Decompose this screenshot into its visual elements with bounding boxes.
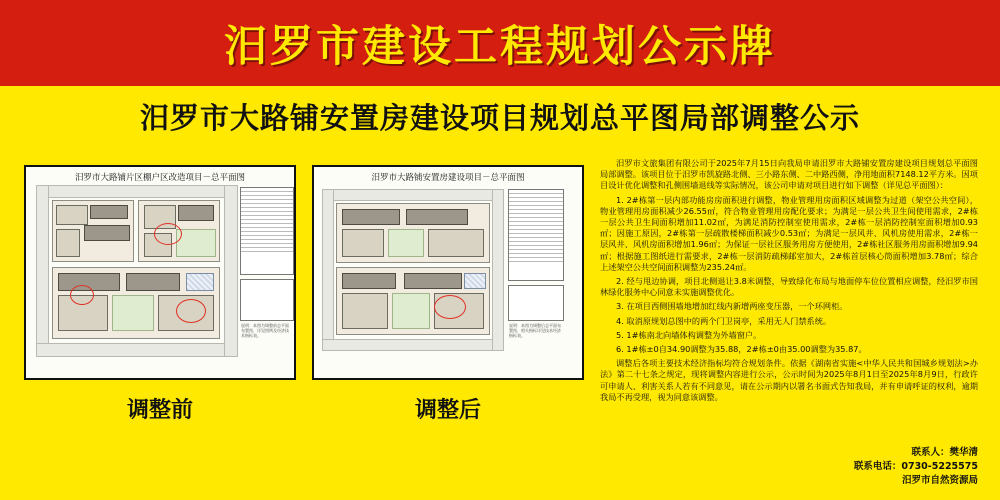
notice-paragraph: 汨罗市文旅集团有限公司于2025年7月15日向我局申请汨罗市大路铺安置房建设项目规划总平面图局部调整。该项目位于汨罗市凯旋路北侧、三小路东侧、二中路西侧，净用地面积7148.12平方米。因项目设计优化调整和孔侧围墙退线等实际情况，该公司申请对项目进行如下调整（详见总平面图）： — [600, 158, 978, 191]
notice-paragraph: 5. 1#栋南北向墙体构调整为外墙窗户。 — [616, 329, 762, 340]
highlight-circle — [176, 299, 206, 323]
highlight-circle — [70, 285, 94, 305]
figure-before-inner-title: 汨罗市大路铺片区棚户区改造项目－总平面图 — [74, 173, 245, 183]
figure-after-caption: 调整后 — [414, 398, 481, 423]
highlight-circle — [154, 223, 182, 245]
notice-paragraph: 2. 经与甩边协调，项目北侧退让3.8米调整，导致绿化布局与地面停车位位置相应调整，经汨罗市国林绿化服务中心同意未实施调整优化。 — [600, 276, 978, 298]
notice-paragraph: 调整后各项主要技术经济指标均符合规划条件。依据《湖南省实施<中华人民共和国城乡规划法>办法》第二十七条之规定，现将调整内容进行公示，公示时间为2025年8月1日至2025年8月9日，行政许可申请人、利害关系人若有不同意见，请在公示期内以署名书面式告知我局，并有申请呼证的权利，逾期我局不再受理，视为同意该调整。 — [600, 358, 978, 402]
site-plan-before-drawing: 说明：本图为调整前总平面布置图，详见图例及经济技术指标表。 — [26, 167, 294, 378]
banner — [0, 0, 1000, 86]
figure-after — [312, 165, 584, 380]
banner-title: 汨罗市建设工程规划公示牌 — [224, 21, 776, 72]
figure-before-caption: 调整前 — [126, 398, 193, 423]
notice-body — [600, 158, 978, 476]
notice-paragraph: 3. 在项目西侧围墙地增加红线内新增两座变压器，一个环网柜。 — [616, 301, 848, 312]
contact-phone: 联系电话：0730-5225575 — [853, 461, 978, 472]
figures-area — [24, 165, 584, 435]
figure-after-inner-title: 汨罗市大路铺安置房建设项目－总平面图 — [371, 173, 525, 183]
page-title: 汨罗市大路铺安置房建设项目规划总平图局部调整公示 — [139, 101, 860, 135]
notice-paragraph: 6. 1#栋±0自34.90调整为35.88，2#栋±0由35.00调整为35.87。 — [616, 344, 867, 355]
issuing-organization: 汨罗市自然资源局 — [901, 475, 978, 486]
contact-block — [600, 446, 978, 488]
figure-before — [24, 165, 296, 380]
notice-paragraph: 4. 取消原规划总图中的两个门卫岗亭，采用无人门禁系统。 — [616, 315, 832, 326]
highlight-circle — [434, 295, 466, 319]
site-plan-after-drawing: 说明：本图为调整后总平面布置图，相关指标详见技术经济指标表。 — [314, 167, 582, 378]
notice-paragraph: 1. 2#栋第一层内部功能房房面积进行调整，物业管理用房面积区域调整为过道（架空公共空间），物业管理用房面积减少26.55㎡，符合物业管理用房配化要求；为满足一层公共卫生间使用需求，2#栋一层公共卫生间面积增加11.02㎡，为满足消防控制室使用需求，2#栋一层消防控制室面积增加0.93㎡；因施工原因，2#栋第一层疏散楼梯面积减少0.53㎡；为满足一层风井、风机房使用需求，2#栋一层风井、风机房面积增加1.96㎡；为保证一层社区服务用房方便使用，2#栋社区服务用房面积增加9.94㎡；根据施工图纸进行需要求，2#栋一层消防疏梯邮室加大，2#栋首层核心筒面积增加3.78㎡；综合上述架空公共空间面积调整为235.24㎡。 — [600, 194, 978, 272]
contact-person: 联系人：樊华清 — [911, 447, 978, 458]
